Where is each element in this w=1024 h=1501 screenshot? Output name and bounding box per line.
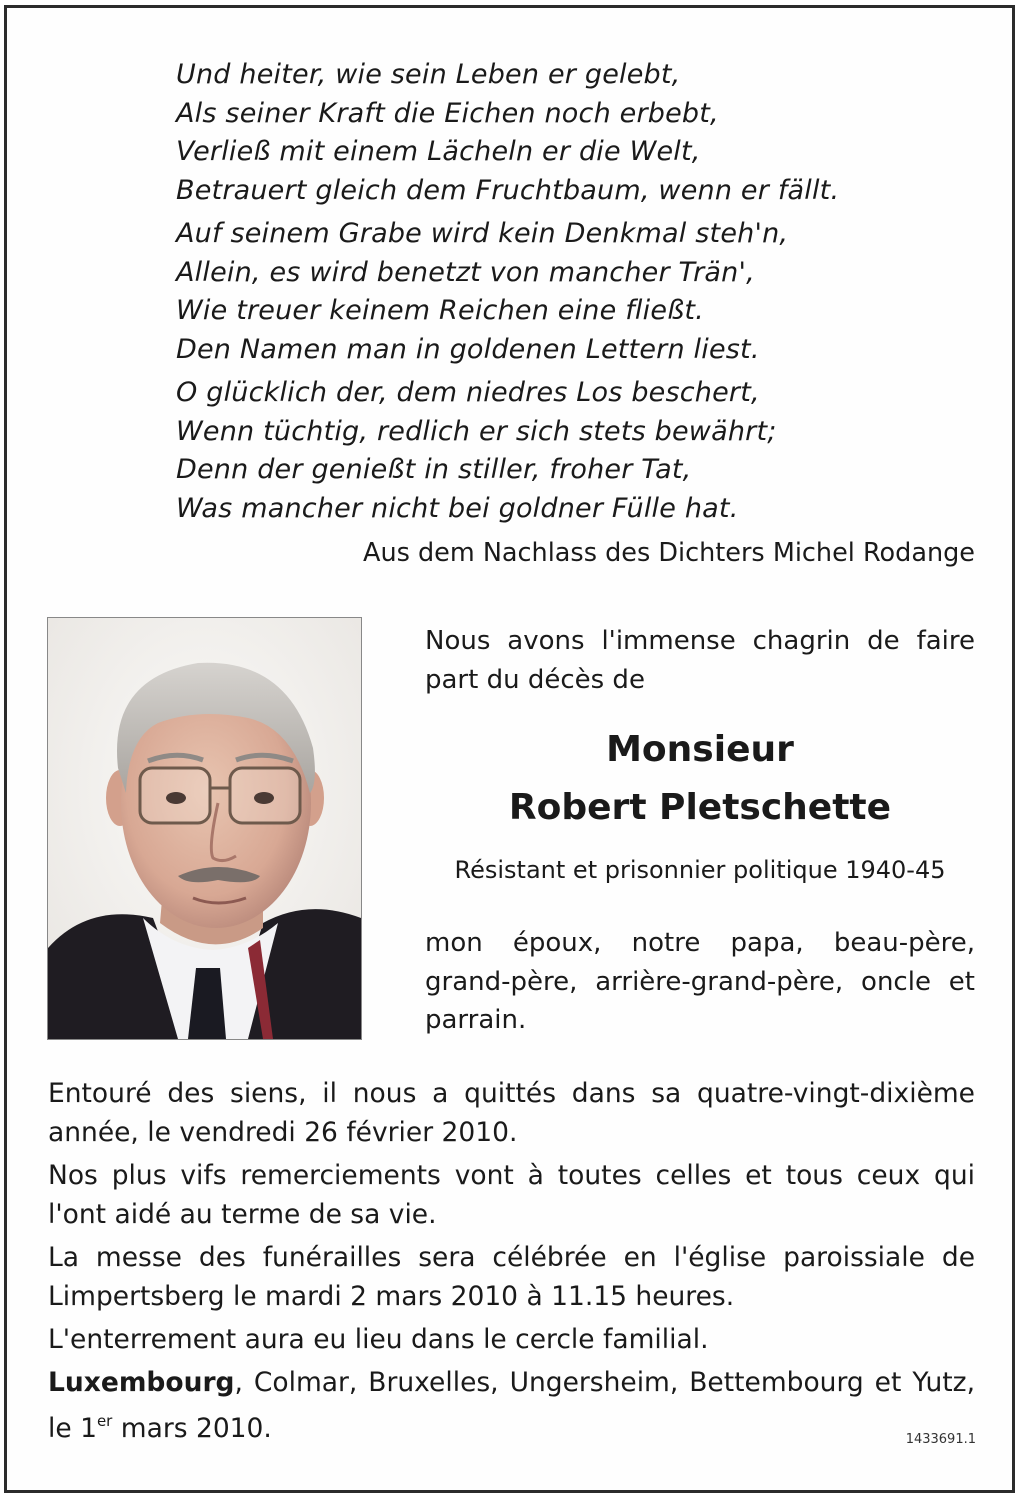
date-prefix: le 1 — [48, 1413, 97, 1444]
date-ordinal: er — [96, 1412, 113, 1430]
poem-attribution: Aus dem Nachlass des Dichters Michel Rodange — [363, 538, 975, 568]
thanks-paragraph: Nos plus vifs remerciements vont à toutes celles et tous ceux qui l'ont aidé au terme de sa vie. — [48, 1160, 975, 1230]
place-luxembourg: Luxembourg — [48, 1367, 235, 1398]
poem-line: Den Namen man in goldenen Lettern liest. — [176, 333, 760, 365]
burial-paragraph: L'enterrement aura eu lieu dans le cercle familial. — [48, 1324, 709, 1355]
poem-line: Als seiner Kraft die Eichen noch erbebt, — [176, 97, 719, 129]
portrait-illustration — [48, 618, 361, 1039]
notice-body — [48, 1074, 975, 1452]
portrait-photo — [47, 617, 362, 1040]
deceased-honorific: Monsieur — [606, 729, 794, 770]
date-suffix: mars 2010. — [112, 1413, 272, 1444]
poem-line: Betrauert gleich dem Fruchtbaum, wenn er fällt. — [176, 174, 840, 206]
poem-stanza-2 — [176, 215, 839, 369]
poem-line: Was mancher nicht bei goldner Fülle hat. — [176, 492, 739, 524]
funeral-mass-paragraph: La messe des funérailles sera célébrée en l'église paroissiale de Limpertsberg le mardi 2 mars 2010 à 11.15 heures. — [48, 1242, 975, 1312]
poem-line: Und heiter, wie sein Leben er gelebt, — [176, 59, 681, 90]
poem-line: Wie treuer keinem Reichen eine fließt. — [176, 295, 704, 326]
reference-number: 1433691.1 — [905, 1432, 976, 1447]
poem-stanza-3 — [176, 374, 839, 528]
poem-line: Denn der genießt in stiller, froher Tat, — [176, 454, 692, 485]
poem-line: Wenn tüchtig, redlich er sich stets bewährt; — [176, 415, 777, 447]
poem-line: Auf seinem Grabe wird kein Denkmal steh'n, — [176, 218, 789, 249]
poem-line: Verließ mit einem Lächeln er die Welt, — [176, 136, 701, 167]
deceased-name: Robert Pletschette — [508, 787, 892, 828]
poem-line: O glücklich der, dem niedres Los beschert, — [176, 377, 760, 408]
family-relations: mon époux, notre papa, beau-père, grand-père, arrière-grand-père, oncle et parrain. — [425, 928, 975, 1035]
deceased-title: Résistant et prisonnier politique 1940-45 — [454, 856, 946, 884]
announcement-intro: Nous avons l'immense chagrin de faire part du décès de — [425, 626, 975, 695]
passing-paragraph: Entouré des siens, il nous a quittés dans sa quatre-vingt-dixième année, le vendredi 26 février 2010. — [48, 1078, 975, 1148]
places-list: , Colmar, Bruxelles, Ungersheim, Bettembourg et Yutz, — [234, 1367, 975, 1398]
poem-stanza-1 — [176, 56, 839, 210]
poem — [176, 56, 839, 533]
places-paragraph — [48, 1363, 975, 1448]
poem-line: Allein, es wird benetzt von mancher Trän', — [176, 256, 755, 288]
